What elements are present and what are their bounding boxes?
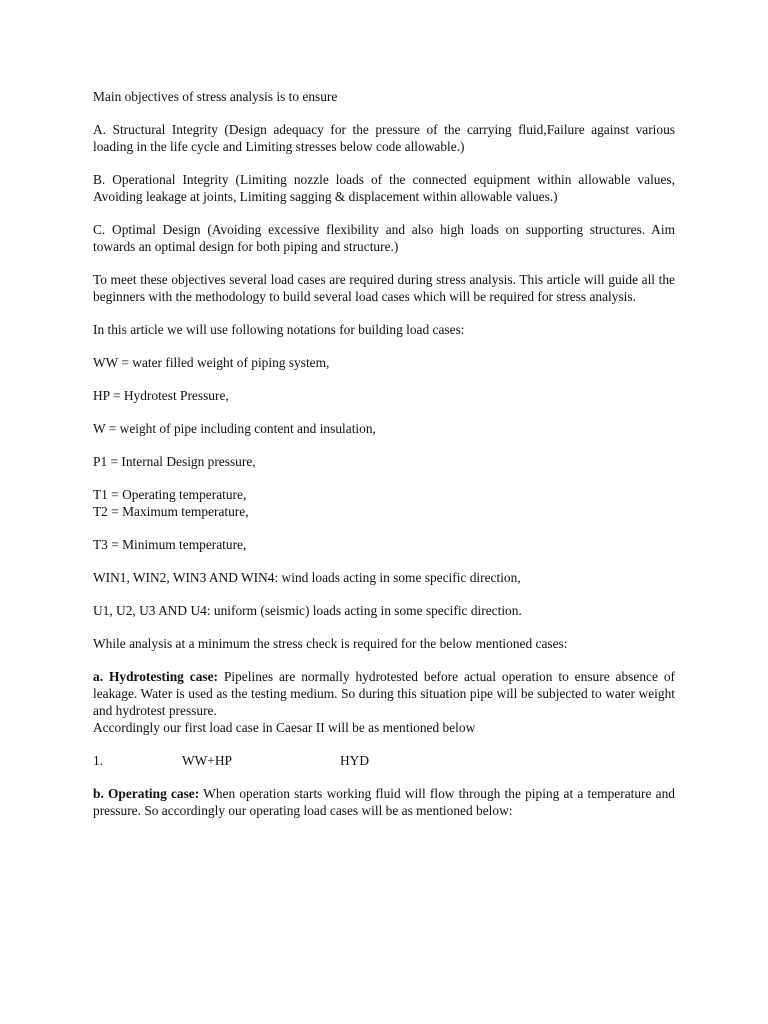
- hydrotesting-text: Pipelines are normally hydrotested before actual operation to ensure absence of leakage. Water is used as the testing medium. So during this situation pipe will be subjected to water weight and hydrotest pressure.: [93, 669, 675, 718]
- intro-text: Main objectives of stress analysis is to ensure: [93, 89, 338, 104]
- notation-hp: HP = Hydrotest Pressure,: [93, 388, 229, 403]
- load-case-row: [93, 752, 675, 769]
- operating-heading: b. Operating case:: [93, 786, 200, 801]
- purpose-paragraph: To meet these objectives several load cases are required during stress analysis. This article will guide all the beginners with the methodology to build several load cases which will be required for stress analysis.: [93, 272, 675, 304]
- hydrotesting-followup: Accordingly our first load case in Caesar II will be as mentioned below: [93, 720, 476, 735]
- load-case-expression: WW+HP: [182, 753, 232, 768]
- load-case-type: HYD: [340, 753, 370, 768]
- document-page: [93, 88, 675, 835]
- operating-text: When operation starts working fluid will flow through the piping at a temperature and pressure. So accordingly our operating load cases will be as mentioned below:: [93, 786, 675, 818]
- notation-intro: In this article we will use following notations for building load cases:: [93, 322, 465, 337]
- notation-p1: P1 = Internal Design pressure,: [93, 454, 256, 469]
- load-case-number: 1.: [93, 753, 104, 768]
- notation-win: WIN1, WIN2, WIN3 AND WIN4: wind loads acting in some specific direction,: [93, 570, 521, 585]
- operating-paragraph: [93, 785, 675, 819]
- cases-intro: While analysis at a minimum the stress check is required for the below mentioned cases:: [93, 636, 568, 651]
- notation-t2: T2 = Maximum temperature,: [93, 504, 249, 519]
- objective-operational-integrity: B. Operational Integrity (Limiting nozzle loads of the connected equipment within allowable values, Avoiding leakage at joints, Limiting sagging & displacement within allowable values.): [93, 172, 675, 204]
- notation-t3: T3 = Minimum temperature,: [93, 537, 247, 552]
- notation-w: W = weight of pipe including content and insulation,: [93, 421, 376, 436]
- objective-optimal-design: C. Optimal Design (Avoiding excessive flexibility and also high loads on supporting structures. Aim towards an optimal design for both piping and structure.): [93, 222, 675, 254]
- notation-u: U1, U2, U3 AND U4: uniform (seismic) loads acting in some specific direction.: [93, 603, 522, 618]
- notation-t1: T1 = Operating temperature,: [93, 487, 247, 502]
- notation-ww: WW = water filled weight of piping system,: [93, 355, 330, 370]
- hydrotesting-paragraph: [93, 668, 675, 719]
- hydrotesting-heading: a. Hydrotesting case:: [93, 669, 219, 684]
- objective-structural-integrity: A. Structural Integrity (Design adequacy for the pressure of the carrying fluid,Failure against various loading in the life cycle and Limiting stresses below code allowable.): [93, 122, 675, 154]
